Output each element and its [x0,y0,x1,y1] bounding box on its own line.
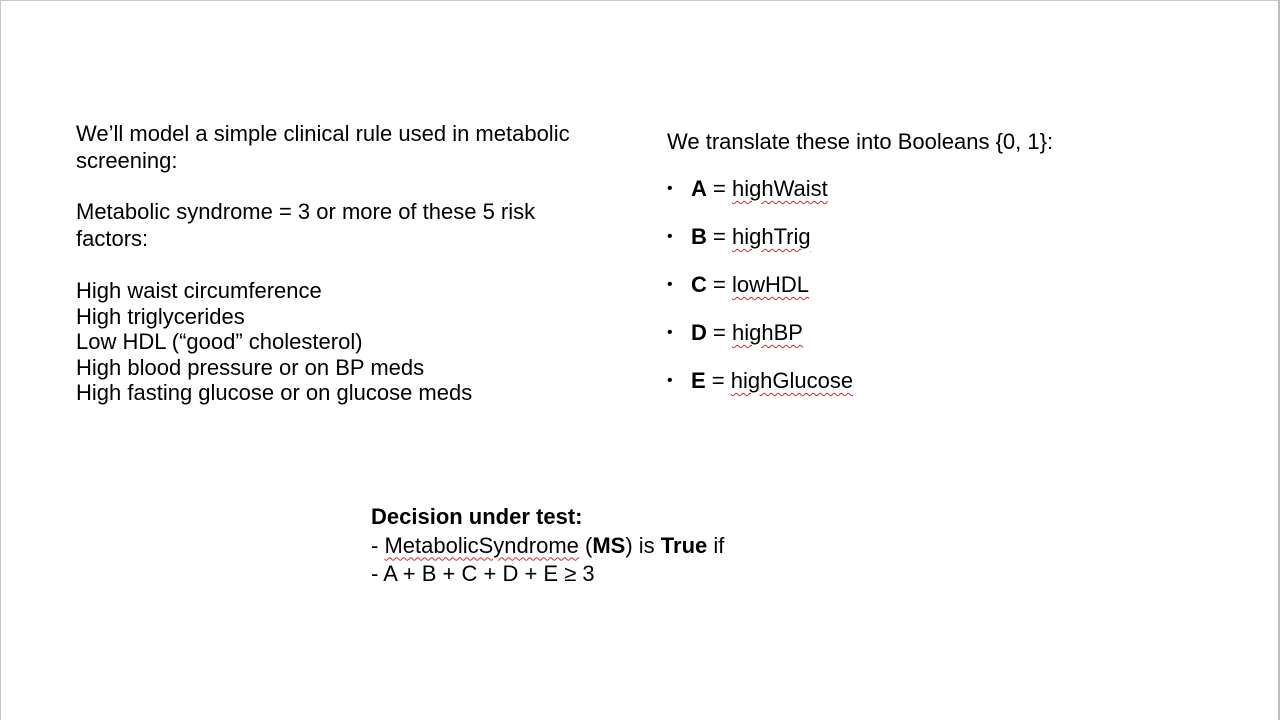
boolean-intro-text: We translate these into Booleans {0, 1}: [667,129,1054,154]
risk-factor-item: High waist circumference [76,278,322,303]
bullet-icon: • [667,324,673,341]
variable-item-d [667,319,1227,367]
variable-item-c [667,271,1227,319]
decision-block [371,503,971,589]
bullet-icon: • [667,180,673,197]
variable-name: lowHDL [731,272,809,297]
equals-sign: = [706,224,732,249]
ms-term: MetabolicSyndrome [384,532,579,558]
variable-letter: A [691,176,707,201]
risk-factor-item: Low HDL (“good” cholesterol) [76,329,363,354]
bullet-icon: • [667,372,673,389]
true-keyword: True [660,532,708,558]
decision-heading: Decision under test: [371,504,583,529]
variable-name: highBP [731,320,803,345]
decision-rule-line [371,532,971,561]
equals-sign: = [706,320,732,345]
variable-name: highTrig [731,224,811,249]
ms-abbreviation: MS [592,532,626,558]
intro-text: We’ll model a simple clinical rule used in metabolic screening: [76,121,570,173]
left-column [76,120,596,406]
variable-letter: C [691,272,707,297]
if-text: if [707,532,725,558]
variable-item-e [667,367,1227,415]
equals-sign: = [706,272,732,297]
right-column [667,128,1227,415]
dash-prefix: - [371,532,385,558]
variable-item-b [667,223,1227,271]
equals-sign: = [705,368,731,393]
variable-letter: D [691,320,707,345]
variable-name: highWaist [731,176,828,201]
risk-factor-list [76,278,596,406]
variable-letter: E [691,368,706,393]
risk-factor-item: High triglycerides [76,303,245,329]
variable-name: highGlucose [730,368,854,393]
definition-text: Metabolic syndrome = 3 or more of these 5 risk factors: [76,199,536,251]
variable-item-a [667,175,1227,223]
bullet-icon: • [667,276,673,293]
paren-open: ( [578,532,593,558]
variable-letter: B [691,224,707,249]
risk-factor-item: High fasting glucose or on glucose meds [76,380,473,405]
equals-sign: = [706,176,732,201]
risk-factor-item: High blood pressure or on BP meds [76,354,425,380]
is-text: ) is [625,532,661,558]
variable-list [667,175,1227,415]
bullet-icon: • [667,228,673,245]
decision-formula-line: - A + B + C + D + E ≥ 3 [371,561,595,586]
